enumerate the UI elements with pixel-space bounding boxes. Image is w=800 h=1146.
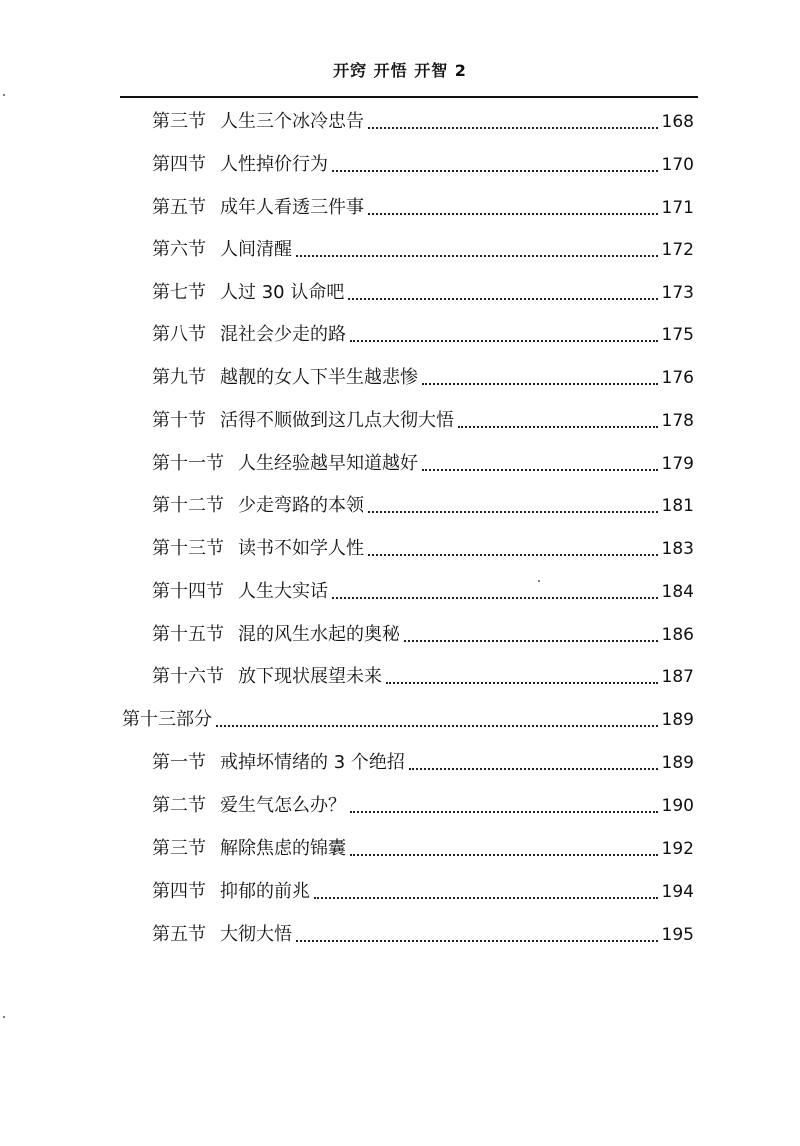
toc-entry-title: 解除焦虑的锦囊 <box>220 838 346 859</box>
toc-section-entry[interactable] <box>152 407 694 435</box>
toc-page-number: 181 <box>661 496 694 516</box>
dot-leader <box>332 597 658 599</box>
toc-entry-label <box>152 279 344 307</box>
toc-section-entry[interactable] <box>152 279 694 307</box>
toc-section-number: 第四节 <box>152 881 206 902</box>
toc-section-entry[interactable] <box>152 535 694 563</box>
toc-section-number: 第八节 <box>152 324 206 345</box>
toc-entry-label <box>152 450 418 478</box>
dot-leader <box>368 511 658 513</box>
toc-entry-label <box>122 706 212 734</box>
dot-leader <box>216 725 658 727</box>
toc-section-entry[interactable] <box>152 492 694 520</box>
toc-entry-label <box>152 492 364 520</box>
dot-leader <box>409 768 658 770</box>
dot-leader <box>350 854 658 856</box>
toc-page-number: 190 <box>661 796 694 816</box>
page-header-title: 开窍 开悟 开智 2 <box>333 61 467 80</box>
toc-page-number: 187 <box>661 667 694 687</box>
toc-section-entry[interactable] <box>152 364 694 392</box>
toc-entry-label <box>152 921 292 949</box>
toc-section-number: 第三节 <box>152 111 206 132</box>
toc-section-number: 第十二节 <box>152 495 224 516</box>
toc-entry-label <box>152 749 405 777</box>
toc-section-number: 第四节 <box>152 154 206 175</box>
toc-section-entry[interactable] <box>152 792 694 820</box>
toc-section-entry[interactable] <box>152 749 694 777</box>
toc-section-entry[interactable] <box>152 321 694 349</box>
toc-section-entry[interactable] <box>152 108 694 136</box>
toc-entry-title: 第十三部分 <box>122 709 212 730</box>
toc-section-number: 第十六节 <box>152 666 224 687</box>
toc-section-number: 第十一节 <box>152 453 224 474</box>
toc-entry-label <box>152 321 346 349</box>
toc-entry-label <box>152 535 364 563</box>
toc-entry-label <box>152 621 400 649</box>
toc-section-number: 第五节 <box>152 924 206 945</box>
toc-section-entry[interactable] <box>152 194 694 222</box>
scan-speck <box>3 94 5 96</box>
toc-entry-title: 越靓的女人下半生越悲惨 <box>220 367 418 388</box>
toc-page-number: 189 <box>661 753 694 773</box>
toc-entry-title: 人间清醒 <box>220 239 292 260</box>
toc-page-number: 192 <box>661 839 694 859</box>
dot-leader <box>350 811 658 813</box>
toc-entry-label <box>152 663 382 691</box>
toc-part-entry[interactable] <box>122 706 694 734</box>
toc-section-number: 第三节 <box>152 838 206 859</box>
toc-page-number: 179 <box>661 454 694 474</box>
toc-entry-title: 人生经验越早知道越好 <box>238 453 418 474</box>
toc-entry-title: 混社会少走的路 <box>220 324 346 345</box>
toc-page-number: 175 <box>661 325 694 345</box>
dot-leader <box>350 340 658 342</box>
dot-leader <box>368 554 658 556</box>
dot-leader <box>422 469 658 471</box>
toc-entry-title: 人性掉价行为 <box>220 154 328 175</box>
toc-section-entry[interactable] <box>152 921 694 949</box>
toc-section-number: 第十五节 <box>152 624 224 645</box>
toc-entry-title: 少走弯路的本领 <box>238 495 364 516</box>
toc-section-number: 第十三节 <box>152 538 224 559</box>
toc-entry-label <box>152 407 454 435</box>
dot-leader <box>404 640 658 642</box>
toc-page-number: 173 <box>661 283 694 303</box>
toc-section-entry[interactable] <box>152 878 694 906</box>
toc-entry-title: 活得不顺做到这几点大彻大悟 <box>220 410 454 431</box>
dot-leader <box>386 682 658 684</box>
toc-page-number: 195 <box>661 925 694 945</box>
dot-leader <box>368 213 658 215</box>
toc-page-number: 176 <box>661 368 694 388</box>
toc-section-entry[interactable] <box>152 621 694 649</box>
toc-section-number: 第五节 <box>152 197 206 218</box>
toc-entry-title: 大彻大悟 <box>220 924 292 945</box>
toc-section-entry[interactable] <box>152 236 694 264</box>
toc-section-number: 第十四节 <box>152 581 224 602</box>
toc-entry-label <box>152 364 418 392</box>
toc-entry-label <box>152 578 328 606</box>
dot-leader <box>332 170 658 172</box>
toc-entry-title: 爱生气怎么办？ <box>220 795 346 816</box>
toc-page-number: 178 <box>661 411 694 431</box>
toc-entry-label <box>152 236 292 264</box>
toc-entry-label <box>152 108 364 136</box>
toc-entry-title: 人生三个冰冷忠告 <box>220 111 364 132</box>
toc-section-number: 第一节 <box>152 752 206 773</box>
toc-entry-label <box>152 835 346 863</box>
toc-page-number: 168 <box>661 112 694 132</box>
toc-page-number: 194 <box>661 882 694 902</box>
toc-entry-label <box>152 151 328 179</box>
toc-page-number: 189 <box>661 710 694 730</box>
toc-entry-label <box>152 878 310 906</box>
toc-page-number: 184 <box>661 582 694 602</box>
toc-section-entry[interactable] <box>152 578 694 606</box>
toc-page-number: 170 <box>661 155 694 175</box>
toc-section-entry[interactable] <box>152 663 694 691</box>
dot-leader <box>296 940 658 942</box>
toc-page-number: 171 <box>661 198 694 218</box>
toc-entry-title: 读书不如学人性 <box>238 538 364 559</box>
toc-entry-title: 抑郁的前兆 <box>220 881 310 902</box>
dot-leader <box>458 426 658 428</box>
dot-leader <box>422 383 658 385</box>
toc-page-number: 186 <box>661 625 694 645</box>
toc-section-number: 第九节 <box>152 367 206 388</box>
toc-entry-label <box>152 194 364 222</box>
toc-entry-title: 人过 30 认命吧 <box>220 282 345 303</box>
toc-section-entry[interactable] <box>152 151 694 179</box>
toc-section-number: 第六节 <box>152 239 206 260</box>
toc-page-number: 183 <box>661 539 694 559</box>
dot-leader <box>348 298 657 300</box>
toc-section-number: 第二节 <box>152 795 206 816</box>
toc-entry-title: 混的风生水起的奥秘 <box>238 624 400 645</box>
toc-entry-title: 成年人看透三件事 <box>220 197 364 218</box>
scan-speck <box>538 580 540 582</box>
toc-section-entry[interactable] <box>152 450 694 478</box>
dot-leader <box>296 255 658 257</box>
toc-page-number: 172 <box>661 240 694 260</box>
toc-entry-title: 放下现状展望未来 <box>238 666 382 687</box>
toc-entry-label <box>152 792 346 820</box>
toc-section-number: 第十节 <box>152 410 206 431</box>
dot-leader <box>368 127 658 129</box>
scan-speck <box>3 1016 5 1018</box>
toc-section-entry[interactable] <box>152 835 694 863</box>
toc-entry-title: 人生大实话 <box>238 581 328 602</box>
toc-section-number: 第七节 <box>152 282 206 303</box>
toc-entry-title: 戒掉坏情绪的 3 个绝招 <box>220 752 405 773</box>
dot-leader <box>314 897 658 899</box>
